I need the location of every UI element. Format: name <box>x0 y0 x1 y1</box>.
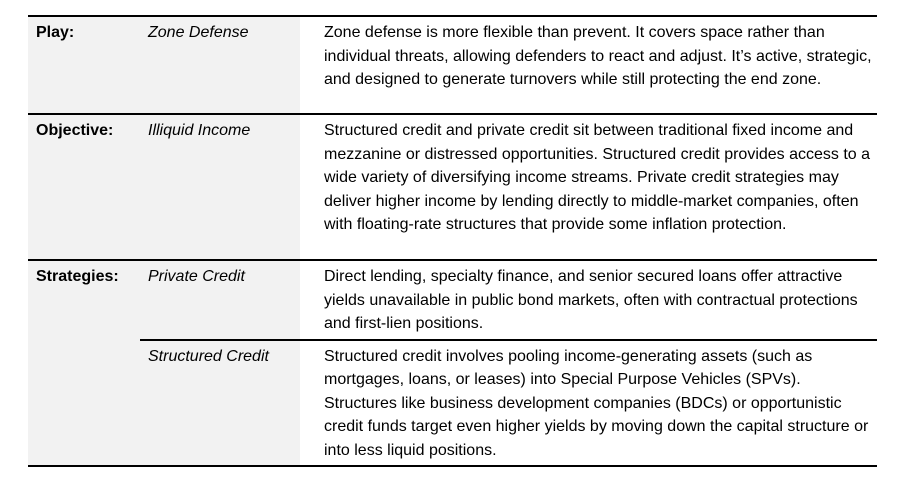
row-description-objective: Structured credit and private credit sit between traditional fixed income and mezzanine or distressed opportunities. Structured credit provides access to a wide variety of diversifying income streams. Private credit strategies may deliver higher income by lending directly to middle-market companies, often with floating-rate structures that provide some inflation protection. <box>324 122 871 233</box>
play-summary-table <box>28 15 877 467</box>
table-row-strategies <box>28 259 877 465</box>
row-description-play: Zone defense is more flexible than prevent. It covers space rather than individual threats, allowing defenders to react and adjust. It’s active, strategic, and designed to generate turnovers while still protecting the end zone. <box>324 24 872 88</box>
row-label-objective: Objective: <box>28 115 140 259</box>
row-label-strategies: Strategies: <box>28 261 140 465</box>
row-term-zone-defense: Zone Defense <box>140 17 300 113</box>
row-description-private-credit: Direct lending, specialty finance, and senior secured loans offer attractive yields unavailable in public bond markets, often with contractual protections and first-lien positions. <box>324 268 858 332</box>
row-description-structured-credit: Structured credit involves pooling income-generating assets (such as mortgages, loans, or leases) into Special Purpose Vehicles (SPVs). Structures like business development companies (BDCs) or opportunistic credit funds target even higher yields by moving down the capital structure or into less liquid positions. <box>300 339 877 466</box>
table-row-play <box>28 17 877 113</box>
row-term-structured-credit: Structured Credit <box>140 339 300 466</box>
row-term-private-credit: Private Credit <box>140 261 300 339</box>
table-row-objective <box>28 113 877 259</box>
row-term-illiquid-income: Illiquid Income <box>140 115 300 259</box>
row-label-play: Play: <box>28 17 140 113</box>
